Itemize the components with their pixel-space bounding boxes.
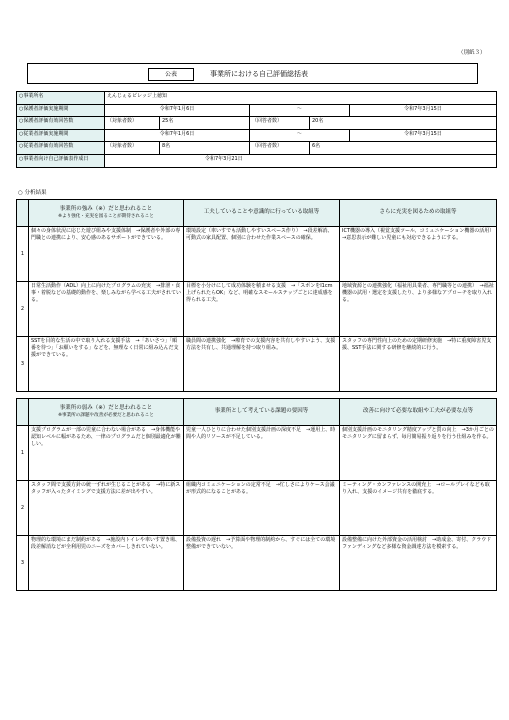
table-row <box>17 282 497 337</box>
strengths-col2-header: 工夫していることや意識的に行っている取組等 <box>184 200 340 227</box>
parent-target-label: （対象者数） <box>105 117 160 130</box>
enhancement-cell: 地域資源との連携強化（福祉用具業者、専門職等との連携） →福祉機器の試用・選定を支援したり、より多様なアプローチを取り入れる。 <box>340 282 497 337</box>
strength-cell: SSTを目的な生活の中で取り入れる支援手法 →「あいさつ」「順番を待つ」「お願いをする」などを、無理なく日常に組み込んだ支援ができている。 <box>29 337 184 392</box>
enhancement-cell: ICT機器の導入（視覚支援ツール、コミュニケーション機器の活用） →意思表示が難しい児童にも対応できるようにする。 <box>340 227 497 282</box>
weakness-cell: 支援プログラムが一部の児童に合わない場合がある →身体機能や認知レベルに幅があるため、一律のプログラムだと個別最適化が難しい。 <box>29 426 184 481</box>
staff-valid-label: ○従業者評価有効回答数 <box>17 142 105 155</box>
weaknesses-table <box>16 398 497 591</box>
weaknesses-header <box>17 399 497 426</box>
info-row-staff-period <box>17 129 497 142</box>
weaknesses-col1-title: 事業所の弱み（※）だと思われること <box>59 405 153 412</box>
staff-period-label: ○従業者評価実施期間 <box>17 129 105 142</box>
cause-cell: 児童一人ひとりに合わせた個別支援計画の深度不足 →運用上、時間や人的リソースが不足している。 <box>184 426 340 481</box>
row-number: 3 <box>17 536 29 591</box>
row-number: 1 <box>17 227 29 282</box>
table-row <box>17 536 497 591</box>
row-number: 2 <box>17 481 29 536</box>
info-row-parent-period <box>17 104 497 117</box>
annex-label: （別紙３） <box>458 50 486 56</box>
effort-cell: 環境設定（車いすでも活動しやすいスペース作り） →段差解消、可動式の家具配置、個別に合わせた作業スペースの確保。 <box>184 227 340 282</box>
analysis-label: ○ 分析結果 <box>18 190 47 196</box>
effort-cell: 目標を小分けにして成功体験を積ませる支援 →「スポンをI1cm上げられたらOK」など、明確なスモールステップごとに達成感を得られる工夫。 <box>184 282 340 337</box>
weakness-cell: スタッフ間で支援方針の統一ずれが生じることがある →特に新スタッフが入ったタイミングで支援方法に差が出やすい。 <box>29 481 184 536</box>
parent-valid-label: ○保護者評価有効回答数 <box>17 117 105 130</box>
row-number: 2 <box>17 282 29 337</box>
staff-target: 8名 <box>160 142 250 155</box>
staff-target-label: （対象者数） <box>105 142 160 155</box>
table-row <box>17 481 497 536</box>
weaknesses-corner <box>17 399 29 426</box>
info-row-report <box>17 154 497 167</box>
staff-period-end: 令和7年3月15日 <box>350 129 497 142</box>
strengths-col1-header <box>29 200 184 227</box>
parent-period-label: ○保護者評価実施期間 <box>17 104 105 117</box>
staff-period-start: 令和7年1月6日 <box>105 129 250 142</box>
strengths-col1-title: 事業所の強み（※）だと思われること <box>59 206 153 213</box>
parent-period-start: 令和7年1月6日 <box>105 104 250 117</box>
facility-label: ○事業所名 <box>17 92 105 105</box>
info-table <box>16 91 497 168</box>
improvement-cell: ミーティング・カンファレンスの開充上 →ロールプレイなども取り入れ、支援のイメージ共有を徹底する。 <box>340 481 497 536</box>
weaknesses-col1-note: ※事業所の課題や改善が必要だと思われること <box>58 412 154 418</box>
weaknesses-col2-header: 事業所として考えている課題の要因等 <box>184 399 340 426</box>
info-row-staff-valid <box>17 142 497 155</box>
facility-name: えんじぇるビレッジ上徳知 <box>105 92 497 105</box>
cause-cell: 設備投資の遅れ →予算面や物理的制約から、すぐには全ての環境整備ができていない。 <box>184 536 340 591</box>
strength-cell: 日常生活動作（ADL）向上に向けたプログラムの充実 →排泄・食事・着脱などの基礎的動作を、楽しみながら学べる工夫がされている。 <box>29 282 184 337</box>
info-row-facility <box>17 92 497 105</box>
improvement-cell: 設備整備に向けた外部資金の活用検討 →助成金、寄付、クラウドファンディングなど多様な資金調達方法を模索する。 <box>340 536 497 591</box>
row-number: 3 <box>17 337 29 392</box>
page-title: 事業所における自己評価総括表 <box>210 70 308 78</box>
title-box <box>27 63 478 84</box>
strengths-col3-header: さらに充実を図るための取組等 <box>340 200 497 227</box>
parent-period-sep: ～ <box>250 104 350 117</box>
weaknesses-col3-header: 改善に向けて必要な取組や工夫が必要な点等 <box>340 399 497 426</box>
strengths-header <box>17 200 497 227</box>
strengths-table <box>16 199 497 392</box>
table-row <box>17 227 497 282</box>
staff-answer: 6名 <box>310 142 497 155</box>
row-number: 1 <box>17 426 29 481</box>
improvement-cell: 個別支援計画のモニタリング精度アップと質の向上 →3か月ごとのモニタリングに留まらず、毎月簡易振り返りを行う仕組みを作る。 <box>340 426 497 481</box>
cause-cell: 組織内コミュニケーションの定常不足 →忙しさによりケース会議が形式的になることがある。 <box>184 481 340 536</box>
parent-answer-label: （回答者数） <box>250 117 310 130</box>
parent-period-end: 令和7年3月15日 <box>350 104 497 117</box>
table-row <box>17 337 497 392</box>
parent-answer: 20名 <box>310 117 497 130</box>
strength-cell: 個々の身体状況に応じた遊び組みや支援体制 →保護者や外部の専門職との連携により、安心感のあるサポートができている。 <box>29 227 184 282</box>
strengths-col1-note: ※より強化・充実を図ることが期待されること <box>58 213 154 219</box>
weakness-cell: 物理的な環境にまだ制約がある →施設内トイレや車いす置き場、段差解消などが全利用児のニーズをカバーしきれていない。 <box>29 536 184 591</box>
weaknesses-col1-header <box>29 399 184 426</box>
staff-period-sep: ～ <box>250 129 350 142</box>
staff-answer-label: （回答者数） <box>250 142 310 155</box>
info-row-parent-valid <box>17 117 497 130</box>
table-row <box>17 426 497 481</box>
strengths-corner <box>17 200 29 227</box>
report-date: 令和7年3月21日 <box>105 154 497 167</box>
effort-cell: 職員間の連携強化 →療育での支援内容を共有しやすいよう、支援方法を共有し、共通理解を持つ取り組み。 <box>184 337 340 392</box>
public-badge: 公表 <box>148 68 194 81</box>
enhancement-cell: スタッフの専門性向上のための定期研修実施 →特に重度障害児支援、SST手法に関する研修を継続的に行う。 <box>340 337 497 392</box>
report-label: ○事業者向け自己評価表作成日 <box>17 154 105 167</box>
parent-target: 25名 <box>160 117 250 130</box>
